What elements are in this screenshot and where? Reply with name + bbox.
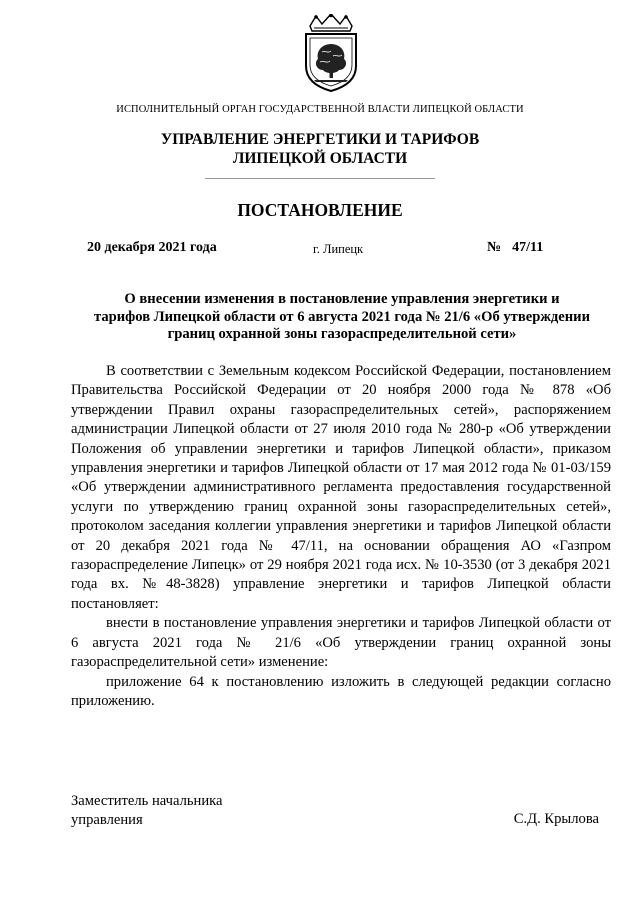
document-body xyxy=(71,362,611,711)
signatory-position-line2: управления xyxy=(71,812,143,829)
body-paragraph-preamble: В соответствии с Земельным кодексом Российской Федерации, постановлением Правительства Российской Федерации от 20 ноября 2000 года № 878 «Об утверждении Правил охраны газораспределительных сетей», распоряжением администрации Липецкой области от 27 июля 2010 года № 280-р «Об утверждении Положения об управлении энергетики и тарифов Липецкой области», приказом управления энергетики и тарифов Липецкой области от 17 мая 2012 года № 01-03/159 «Об утверждении административного регламента предоставления государственной услуги по утверждению границ охранной зоны газораспределительных сетей», протоколом заседания коллегии управления энергетики и тарифов Липецкой области от 20 декабря 2021 года № 47/11, на основании обращения АО «Газпром газораспределение Липецк» от 29 ноября 2021 года исх. № 10-3530 (от 3 декабря 2021 года вх. №48-3828) управление энергетики и тарифов Липецкой области постановляет: xyxy=(71,363,611,612)
organization-name xyxy=(0,130,640,168)
number-value: 47/11 xyxy=(512,240,544,255)
body-paragraph-resolution: внести в постановление управления энергетики и тарифов Липецкой области от 6 августа 2021 года № 21/6 «Об утверждении границ охранной зоны газораспределительной сети» изменение: xyxy=(71,615,611,671)
document-date: 20 декабря 2021 года xyxy=(87,240,217,255)
signatory-position xyxy=(71,792,223,831)
document-subject xyxy=(72,291,612,344)
header-divider xyxy=(205,178,435,179)
body-paragraph-amendment: приложение 64 к постановлению изложить в следующей редакции согласно приложению. xyxy=(71,673,611,709)
document-type: ПОСТАНОВЛЕНИЕ xyxy=(237,200,403,220)
organization-name-line2: ЛИПЕЦКОЙ ОБЛАСТИ xyxy=(232,150,408,167)
subject-line3: границ охранной зоны газораспределительной сети» xyxy=(167,326,517,342)
signatory-position-line1: Заместитель начальника xyxy=(71,793,223,809)
organization-name-line1: УПРАВЛЕНИЕ ЭНЕРГЕТИКИ И ТАРИФОВ xyxy=(160,131,480,148)
parent-organization: ИСПОЛНИТЕЛЬНЫЙ ОРГАН ГОСУДАРСТВЕННОЙ ВЛАСТИ ЛИПЕЦКОЙ ОБЛАСТИ xyxy=(116,104,524,115)
subject-line2: тарифов Липецкой области от 6 августа 2021 года № 21/6 «Об утверждении xyxy=(94,308,590,325)
subject-line1: О внесении изменения в постановление управления энергетики и xyxy=(124,291,560,307)
coat-of-arms-icon xyxy=(300,14,362,92)
signatory-name: С.Д. Крылова xyxy=(513,811,599,827)
document-number xyxy=(487,240,543,256)
number-sign: № xyxy=(487,240,502,255)
document-city: г. Липецк xyxy=(313,242,364,256)
